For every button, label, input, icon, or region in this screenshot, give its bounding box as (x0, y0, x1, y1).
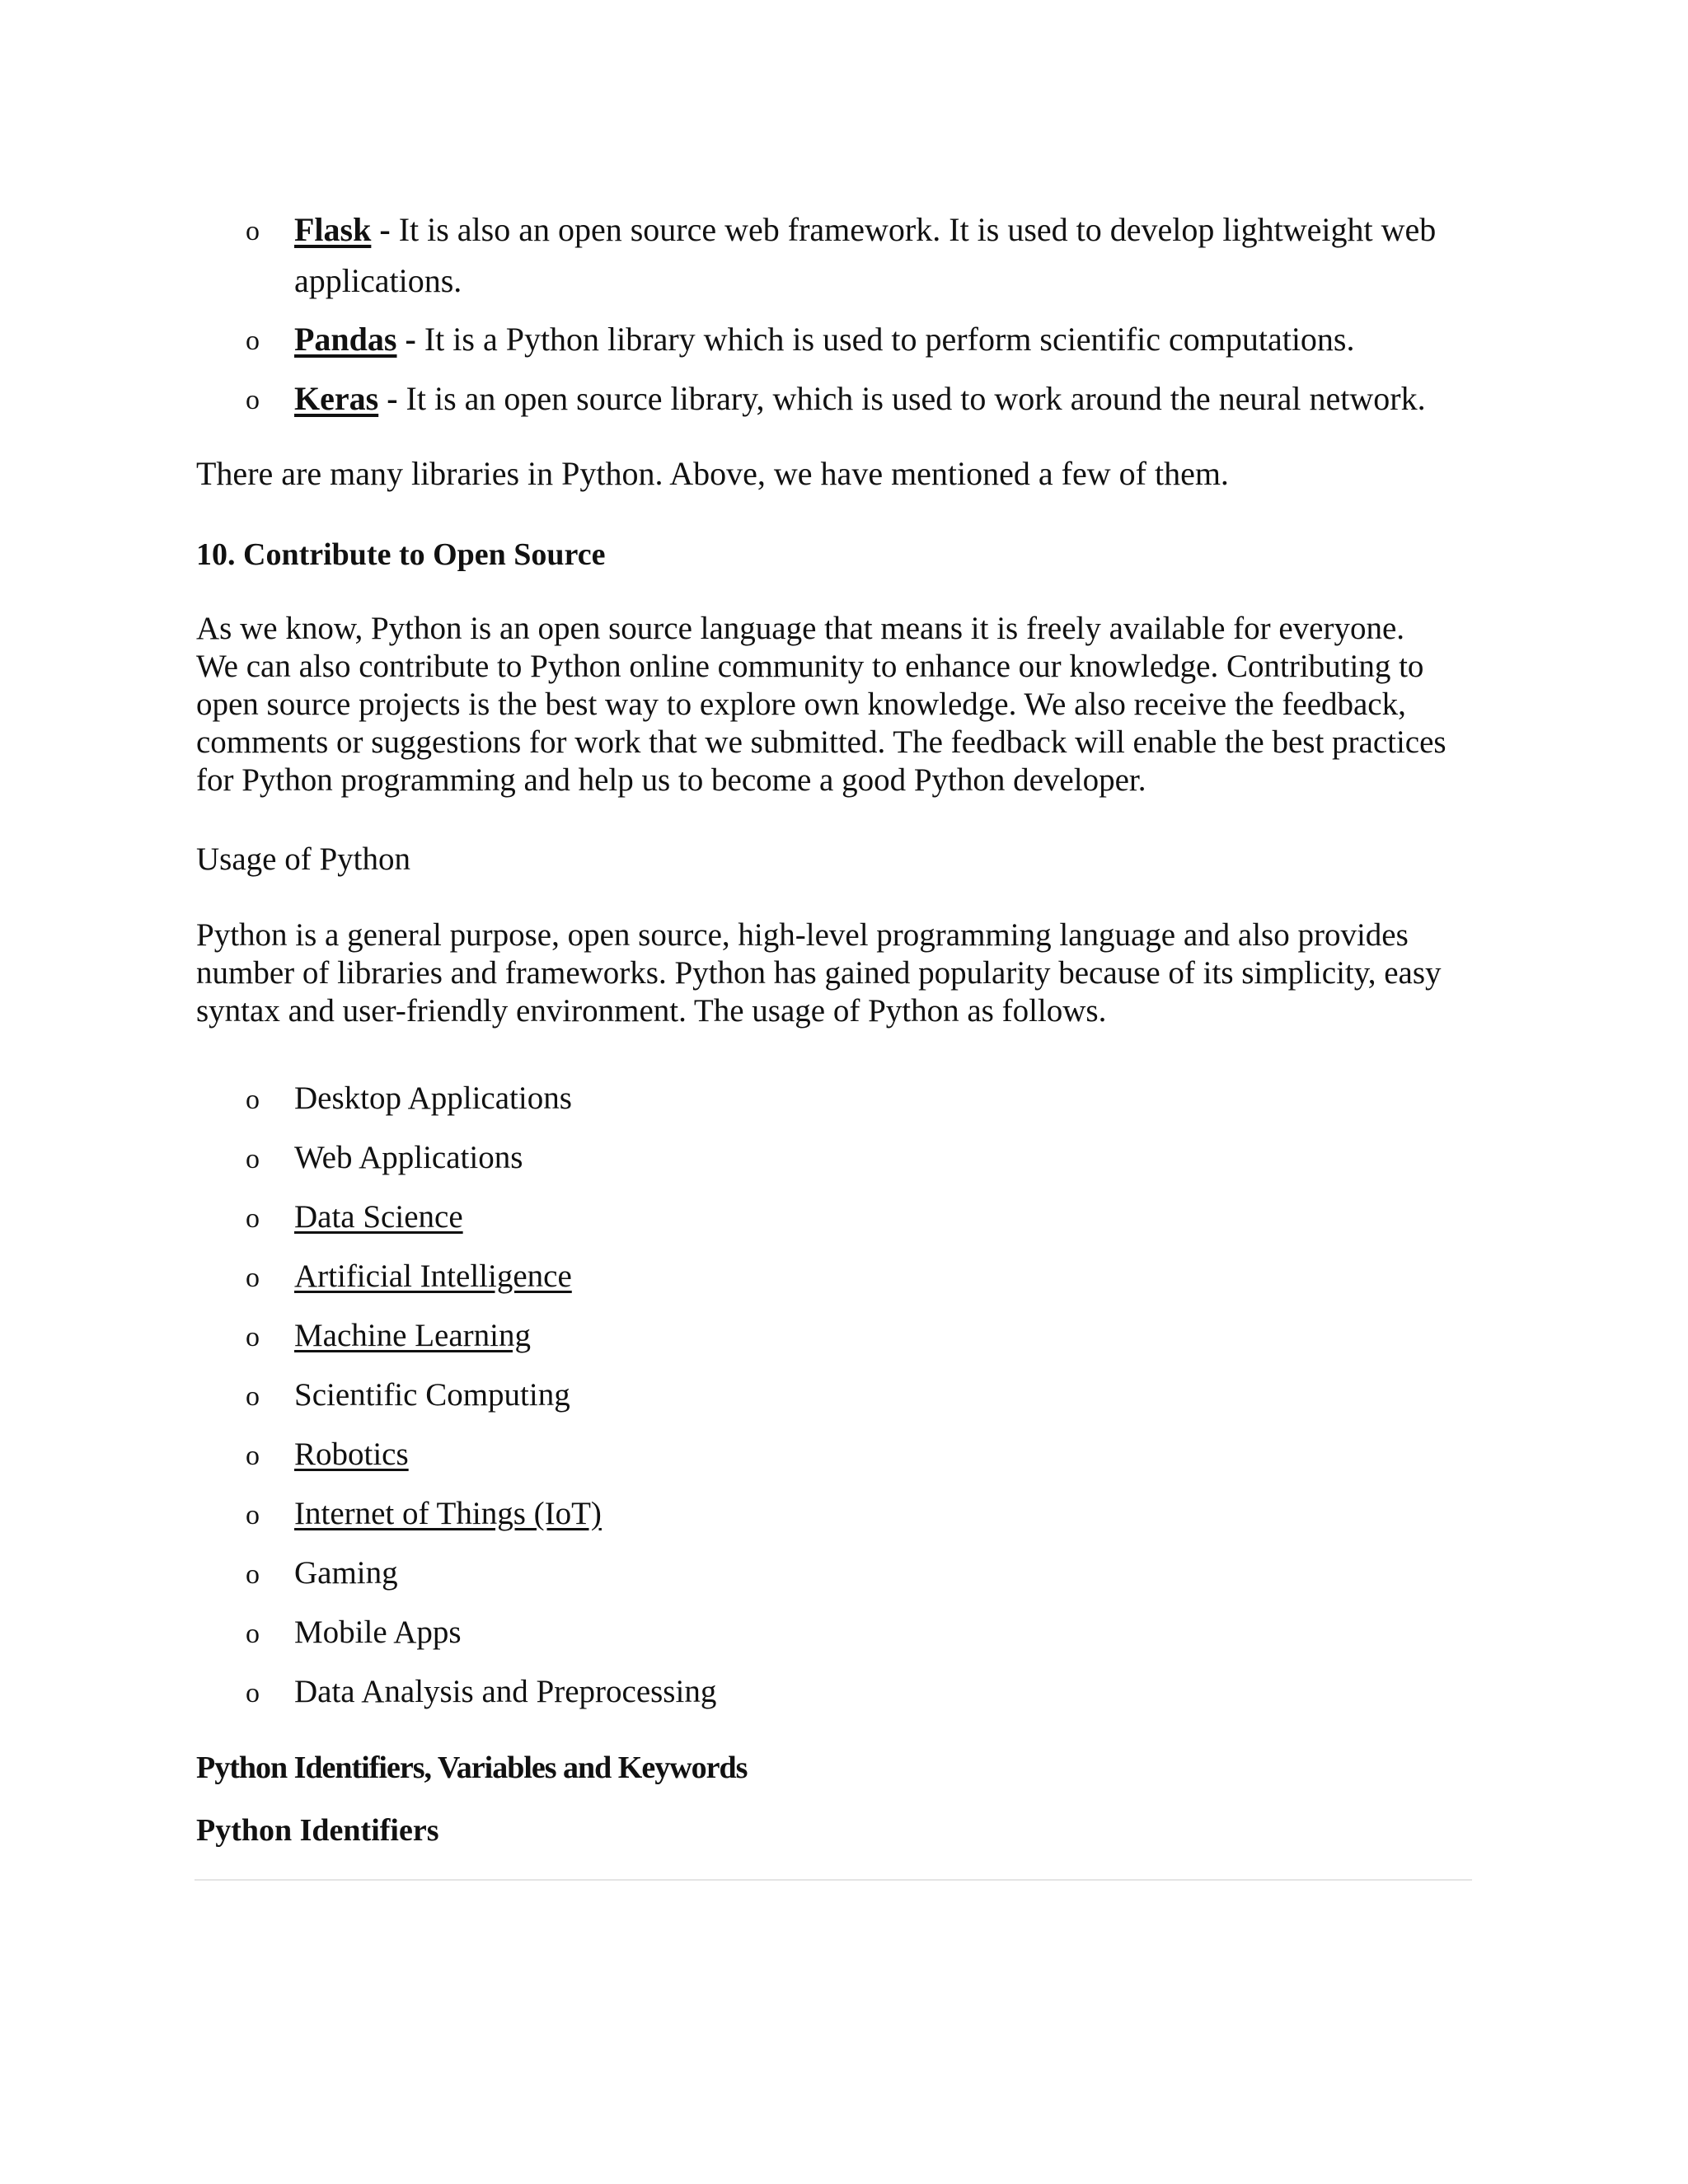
libraries-summary: There are many libraries in Python. Above, we have mentioned a few of them. (196, 455, 1229, 492)
usage-item: Web Applications (294, 1140, 523, 1175)
bullet-marker: o (246, 1678, 260, 1708)
library-description: It is a Python library which is used to perform scientific computations. (424, 321, 1355, 358)
library-separator: - (387, 380, 406, 417)
bullet-marker: o (246, 385, 260, 415)
bullet-marker: o (246, 1322, 260, 1352)
bullet-marker: o (246, 216, 260, 246)
library-separator: - (405, 321, 424, 358)
library-description-continued: applications. (294, 262, 462, 299)
bullet-marker: o (246, 1263, 260, 1293)
sub-heading: Python Identifiers (196, 1813, 439, 1848)
bullet-marker: o (246, 1144, 260, 1174)
paragraph-line: number of libraries and frameworks. Python has gained popularity because of its simplicity, easy (196, 955, 1442, 991)
usage-item: Scientific Computing (294, 1377, 570, 1413)
paragraph-line: for Python programming and help us to become a good Python developer. (196, 762, 1146, 798)
library-item-pandas (294, 314, 1355, 365)
paragraph-line: syntax and user-friendly environment. The usage of Python as follows. (196, 993, 1107, 1029)
divider (195, 1879, 1472, 1881)
bullet-marker: o (246, 1619, 260, 1649)
paragraph-line: comments or suggestions for work that we submitted. The feedback will enable the best practices (196, 724, 1447, 760)
library-item-keras (294, 373, 1426, 424)
section-paragraph (196, 610, 1447, 799)
library-description: It is an open source library, which is used to work around the neural network. (406, 380, 1426, 417)
page-heading: Python Identifiers, Variables and Keywords (196, 1750, 748, 1785)
usage-link-robotics[interactable]: Robotics (294, 1436, 409, 1472)
paragraph-line: Python is a general purpose, open source, high-level programming language and also provides (196, 917, 1409, 953)
usage-item: Desktop Applications (294, 1080, 572, 1116)
bullet-marker: o (246, 1085, 260, 1115)
usage-item: Data Analysis and Preprocessing (294, 1674, 717, 1709)
bullet-marker: o (246, 1381, 260, 1412)
bullet-marker: o (246, 1559, 260, 1590)
usage-title: Usage of Python (196, 841, 410, 877)
paragraph-line: open source projects is the best way to explore own knowledge. We also receive the feedback, (196, 687, 1406, 722)
usage-link-machine-learning[interactable]: Machine Learning (294, 1318, 531, 1353)
library-description: It is also an open source web framework. It is used to develop lightweight web (398, 211, 1437, 248)
usage-item: Gaming (294, 1555, 398, 1591)
usage-link-artificial-intelligence[interactable]: Artificial Intelligence (294, 1258, 572, 1294)
library-separator: - (379, 211, 399, 248)
usage-intro (196, 916, 1442, 1030)
bullet-marker: o (246, 1203, 260, 1234)
section-heading: 10. Contribute to Open Source (196, 537, 606, 572)
paragraph-line: As we know, Python is an open source language that means it is freely available for everyone. (196, 611, 1405, 646)
paragraph-line: We can also contribute to Python online community to enhance our knowledge. Contributing to (196, 649, 1424, 684)
usage-item: Mobile Apps (294, 1615, 462, 1650)
library-link-pandas[interactable]: Pandas (294, 321, 397, 358)
bullet-marker: o (246, 1500, 260, 1530)
usage-link-data-science[interactable]: Data Science (294, 1199, 463, 1235)
bullet-marker: o (246, 326, 260, 356)
library-link-flask[interactable]: Flask (294, 211, 372, 248)
bullet-marker: o (246, 1441, 260, 1471)
usage-link-iot[interactable]: Internet of Things (IoT) (294, 1496, 602, 1531)
library-link-keras[interactable]: Keras (294, 380, 379, 417)
library-item-flask (294, 204, 1436, 255)
